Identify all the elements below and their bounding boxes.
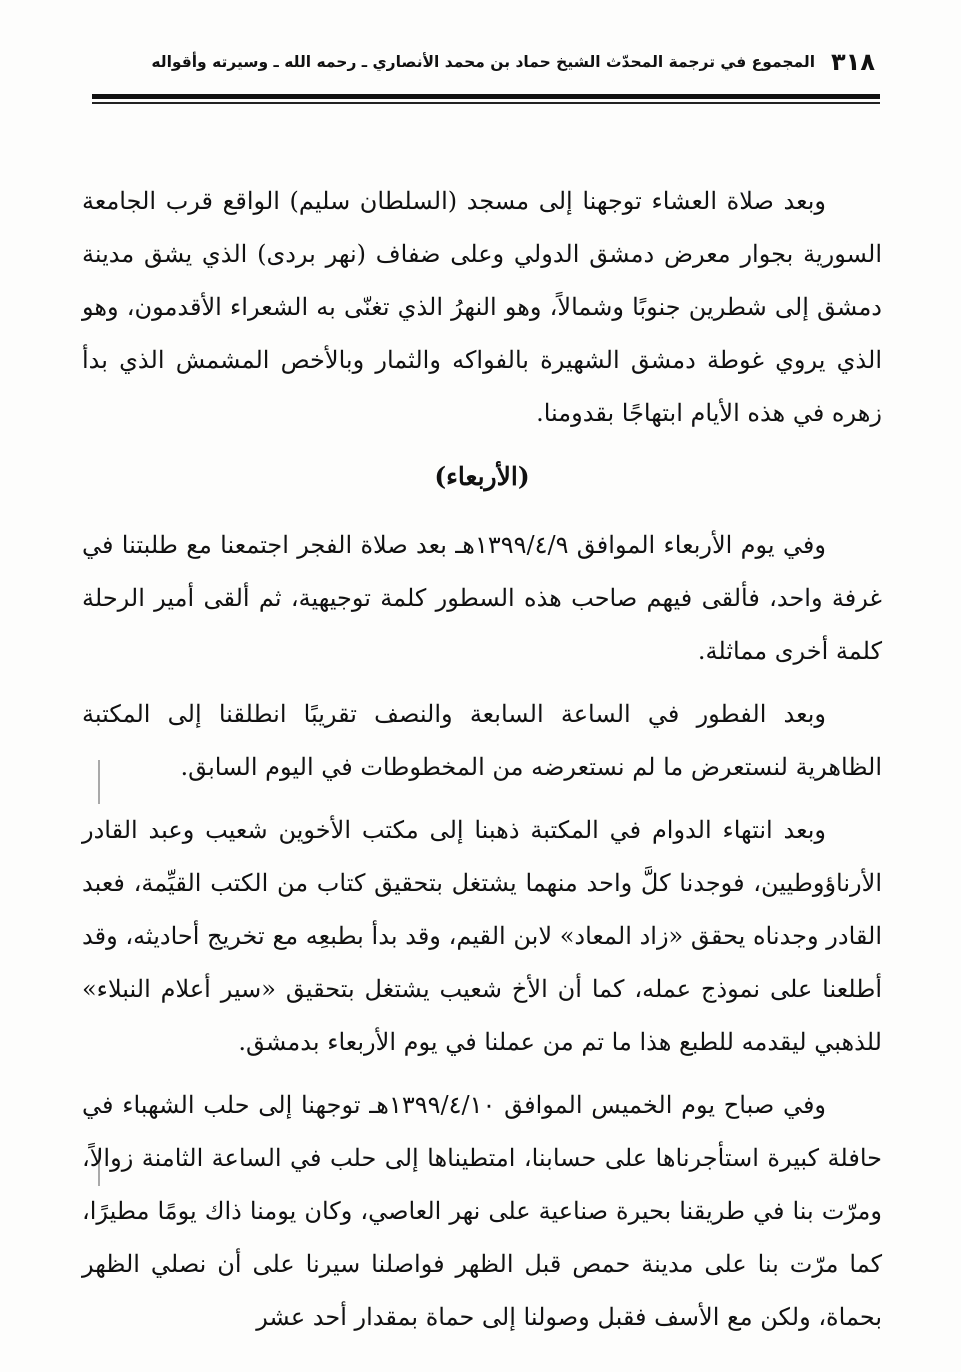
section-heading: (الأربعاء) bbox=[434, 462, 530, 491]
header-rule-thin bbox=[92, 102, 880, 104]
paragraph: وفي يوم الأربعاء الموافق ١٣٩٩/٤/٩هـ بعد صلاة الفجر اجتمعنا مع طلبتنا في غرفة واحد، فألقى فيهم صاحب هذه السطور كلمة توجيهية، ثم ألقى أمير الرحلة كلمة أخرى مماثلة. bbox=[82, 531, 882, 665]
page-number: ٣١٨ bbox=[831, 48, 875, 76]
paragraph: وبعد انتهاء الدوام في المكتبة ذهبنا إلى مكتب الأخوين شعيب وعبد القادر الأرناؤوطيين، فوجدنا كلَّ واحد منهما يشتغل بتحقيق كتاب من الكتب القيِّمة، فعبد القادر وجدناه يحقق «زاد المعاد» لابن القيم، وقد بدأ بطبعِه مع تخريج أحاديثه، وقد أطلعنا على نموذج عمله، كما أن الأخ شعيب يشتغل بتحقيق «سير أعلام النبلاء» للذهبي ليقدمه للطبع هذا ما تم من عملنا في يوم الأربعاء بدمشق. bbox=[82, 816, 882, 1056]
body-text bbox=[82, 175, 882, 1354]
paragraph: وفي صباح يوم الخميس الموافق ١٣٩٩/٤/١٠هـ توجهنا إلى حلب الشهباء في حافلة كبيرة استأجرناها على حسابنا، امتطيناها إلى حلب في الساعة الثامنة زوالاً، ومرّت بنا في طريقنا بحيرة صناعية على نهر العاصي، وكان يومنا ذاك يومًا مطيرًا، كما مرّت بنا على مدينة حمص قبل الظهر فواصلنا سيرنا على أن نصلي الظهر بحماة، ولكن مع الأسف فقبل وصولنا إلى حماة بمقدار أحد عشر bbox=[82, 1091, 883, 1331]
paragraph: وبعد الفطور في الساعة السابعة والنصف تقريبًا انطلقنا إلى المكتبة الظاهرية لنستعرض ما لم نستعرضه من المخطوطات في اليوم السابق. bbox=[82, 700, 882, 781]
header-rule-thick bbox=[92, 94, 880, 99]
running-header bbox=[95, 44, 875, 80]
running-title: المجموع في ترجمة المحدّث الشيخ حماد بن محمد الأنصاري ـ رحمه الله ـ وسيرته وأقواله bbox=[151, 53, 816, 71]
paragraph: وبعد صلاة العشاء توجهنا إلى مسجد (السلطان سليم) الواقع قرب الجامعة السورية بجوار معرض دمشق الدولي وعلى ضفاف (نهر بردى) الذي يشق مدينة دمشق إلى شطرين جنوبًا وشمالاً، وهو النهرُ الذي تغنّى به الشعراء الأقدمون، وهو الذي يروي غوطة دمشق الشهيرة بالفواكه والثمار وبالأخص المشمش الذي بدأ زهره في هذه الأيام ابتهاجًا بقدومنا. bbox=[82, 187, 882, 427]
